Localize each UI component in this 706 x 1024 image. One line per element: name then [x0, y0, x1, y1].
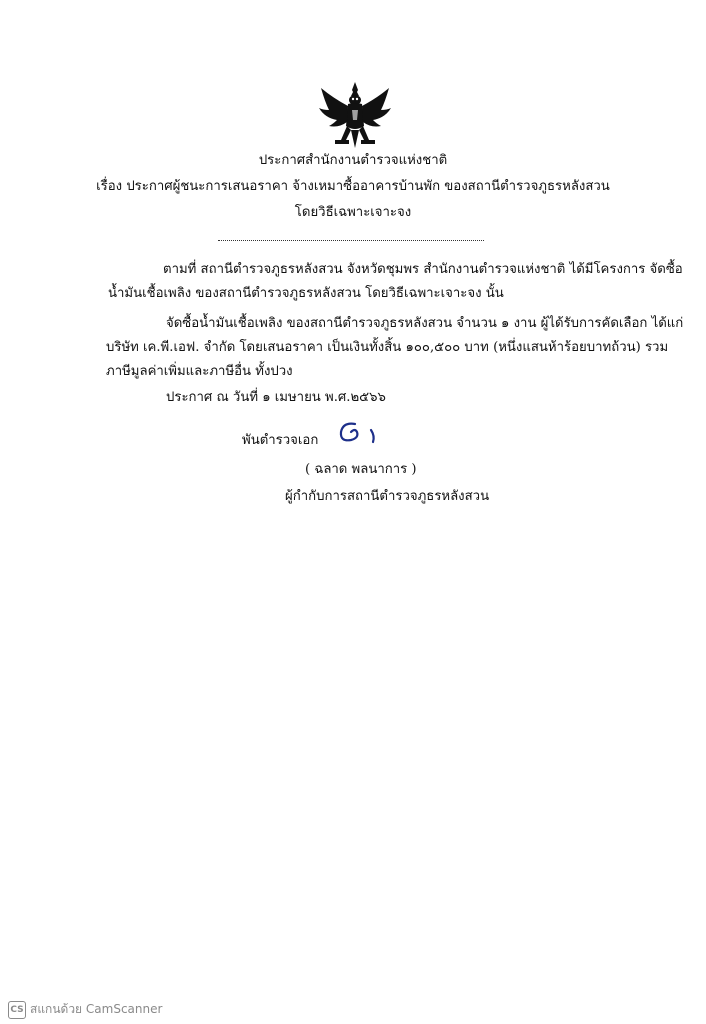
paragraph-2-line-1: จัดซื้อน้ำมันเชื้อเพลิง ของสถานีตำรวจภูธรหลังสวน จำนวน ๑ งาน ผู้ได้รับการคัดเลือก ได้แก่	[166, 316, 684, 331]
signer-name: ( ฉลาด พลนาการ )	[305, 462, 417, 477]
announcement-subject: เรื่อง ประกาศผู้ชนะการเสนอราคา จ้างเหมาซื้ออาคารบ้านพัก ของสถานีตำรวจภูธรหลังสวน	[96, 179, 610, 194]
scanner-watermark-text: สแกนด้วย CamScanner	[30, 1002, 163, 1016]
scanner-watermark	[8, 1000, 162, 1019]
handwritten-signature	[335, 418, 385, 446]
camscanner-icon: CS	[8, 1001, 26, 1019]
signer-rank: พันตำรวจเอก	[242, 433, 319, 448]
paragraph-1-line-1: ตามที่ สถานีตำรวจภูธรหลังสวน จังหวัดชุมพร สำนักงานตำรวจแห่งชาติ ได้มีโครงการ จัดซื้อ	[163, 262, 683, 277]
paragraph-2-line-3: ภาษีมูลค่าเพิ่มและภาษีอื่น ทั้งปวง	[106, 364, 293, 379]
garuda-emblem-icon	[315, 80, 395, 150]
paragraph-2-line-2: บริษัท เค.พี.เอฟ. จำกัด โดยเสนอราคา เป็นเงินทั้งสิ้น ๑๐๐,๕๐๐ บาท (หนึ่งแสนห้าร้อยบาทถ้วน) รวม	[106, 340, 669, 355]
dotted-divider	[218, 240, 484, 241]
paragraph-1-line-2: น้ำมันเชื้อเพลิง ของสถานีตำรวจภูธรหลังสวน โดยวิธีเฉพาะเจาะจง นั้น	[108, 286, 504, 301]
announcement-date: ประกาศ ณ วันที่ ๑ เมษายน พ.ศ.๒๕๖๖	[166, 390, 386, 405]
announcement-method: โดยวิธีเฉพาะเจาะจง	[294, 205, 412, 220]
signer-position: ผู้กำกับการสถานีตำรวจภูธรหลังสวน	[285, 489, 490, 504]
announcement-agency: ประกาศสำนักงานตำรวจแห่งชาติ	[258, 153, 448, 168]
